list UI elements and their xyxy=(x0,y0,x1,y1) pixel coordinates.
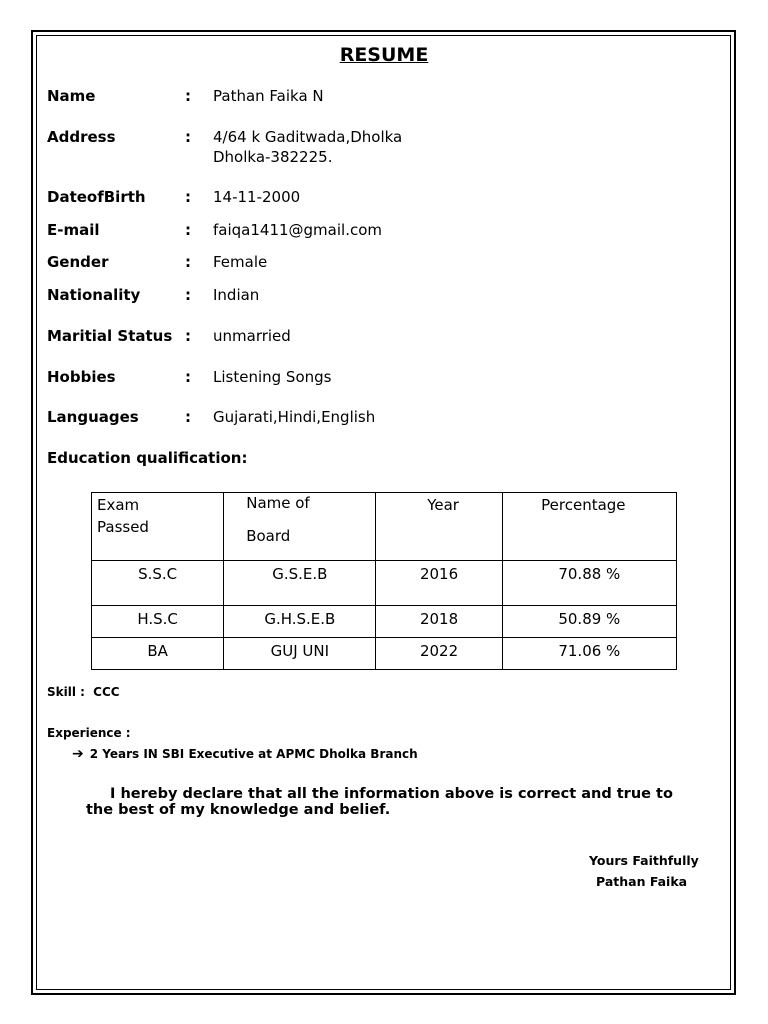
table-row xyxy=(92,638,677,670)
nationality-value: Indian xyxy=(213,286,260,304)
cell-board: GUJ UNI xyxy=(224,638,376,670)
dob-label: DateofBirth xyxy=(47,188,146,206)
cell-exam: S.S.C xyxy=(92,561,224,606)
education-header-row xyxy=(92,493,677,561)
skill-value: CCC xyxy=(93,685,120,699)
nationality-separator: : xyxy=(185,286,191,304)
email-separator: : xyxy=(185,221,191,239)
email-label: E-mail xyxy=(47,221,100,239)
languages-label: Languages xyxy=(47,408,139,426)
address-value-line2: Dholka-382225. xyxy=(213,148,333,166)
cell-board: G.S.E.B xyxy=(224,561,376,606)
nationality-label: Nationality xyxy=(47,286,141,304)
signature-name: Pathan Faika xyxy=(596,874,688,889)
experience-item-text: 2 Years IN SBI Executive at APMC Dholka Branch xyxy=(89,747,418,761)
marital-status-label: Maritial Status xyxy=(47,327,173,345)
dob-separator: : xyxy=(185,188,191,206)
header-board xyxy=(224,493,376,561)
cell-percentage: 70.88 % xyxy=(502,561,676,606)
cell-year: 2022 xyxy=(376,638,502,670)
cell-percentage: 71.06 % xyxy=(502,638,676,670)
experience-label: Experience : xyxy=(47,726,131,740)
languages-separator: : xyxy=(185,408,191,426)
skill-line xyxy=(47,685,120,699)
gender-separator: : xyxy=(185,253,191,271)
name-label: Name xyxy=(47,87,96,105)
education-heading: Education qualification: xyxy=(47,449,248,467)
name-value: Pathan Faika N xyxy=(213,87,324,105)
header-percentage: Percentage xyxy=(502,493,676,561)
address-separator: : xyxy=(185,128,191,146)
gender-label: Gender xyxy=(47,253,109,271)
marital-status-value: unmarried xyxy=(213,327,291,345)
education-table xyxy=(91,492,677,670)
table-row xyxy=(92,561,677,606)
gender-value: Female xyxy=(213,253,268,271)
header-exam-line2: Passed xyxy=(97,518,149,536)
cell-percentage: 50.89 % xyxy=(502,606,676,638)
resume-title: RESUME xyxy=(339,44,429,66)
address-label: Address xyxy=(47,128,116,146)
cell-year: 2016 xyxy=(376,561,502,606)
cell-board: G.H.S.E.B xyxy=(224,606,376,638)
header-exam-passed xyxy=(92,493,224,561)
header-exam-line1: Exam xyxy=(97,496,140,514)
skill-label: Skill : xyxy=(47,685,85,699)
right-arrow-icon: ➔ xyxy=(72,746,84,762)
experience-item xyxy=(72,746,418,762)
name-separator: : xyxy=(185,87,191,105)
header-year: Year xyxy=(376,493,502,561)
header-board-line2: Board xyxy=(246,527,291,545)
cell-year: 2018 xyxy=(376,606,502,638)
address-value-line1: 4/64 k Gaditwada,Dholka xyxy=(213,128,403,146)
header-board-line1: Name of xyxy=(246,494,310,512)
declaration-text: I hereby declare that all the information above is correct and true to the best of my knowledge and belief. xyxy=(86,786,673,818)
languages-value: Gujarati,Hindi,English xyxy=(213,408,376,426)
marital-status-separator: : xyxy=(185,327,191,345)
hobbies-value: Listening Songs xyxy=(213,368,332,386)
cell-exam: H.S.C xyxy=(92,606,224,638)
hobbies-label: Hobbies xyxy=(47,368,116,386)
email-value: faiqa1411@gmail.com xyxy=(213,221,382,239)
hobbies-separator: : xyxy=(185,368,191,386)
closing-line1: Yours Faithfully xyxy=(589,853,699,868)
cell-exam: BA xyxy=(92,638,224,670)
table-row xyxy=(92,606,677,638)
dob-value: 14-11-2000 xyxy=(213,188,301,206)
